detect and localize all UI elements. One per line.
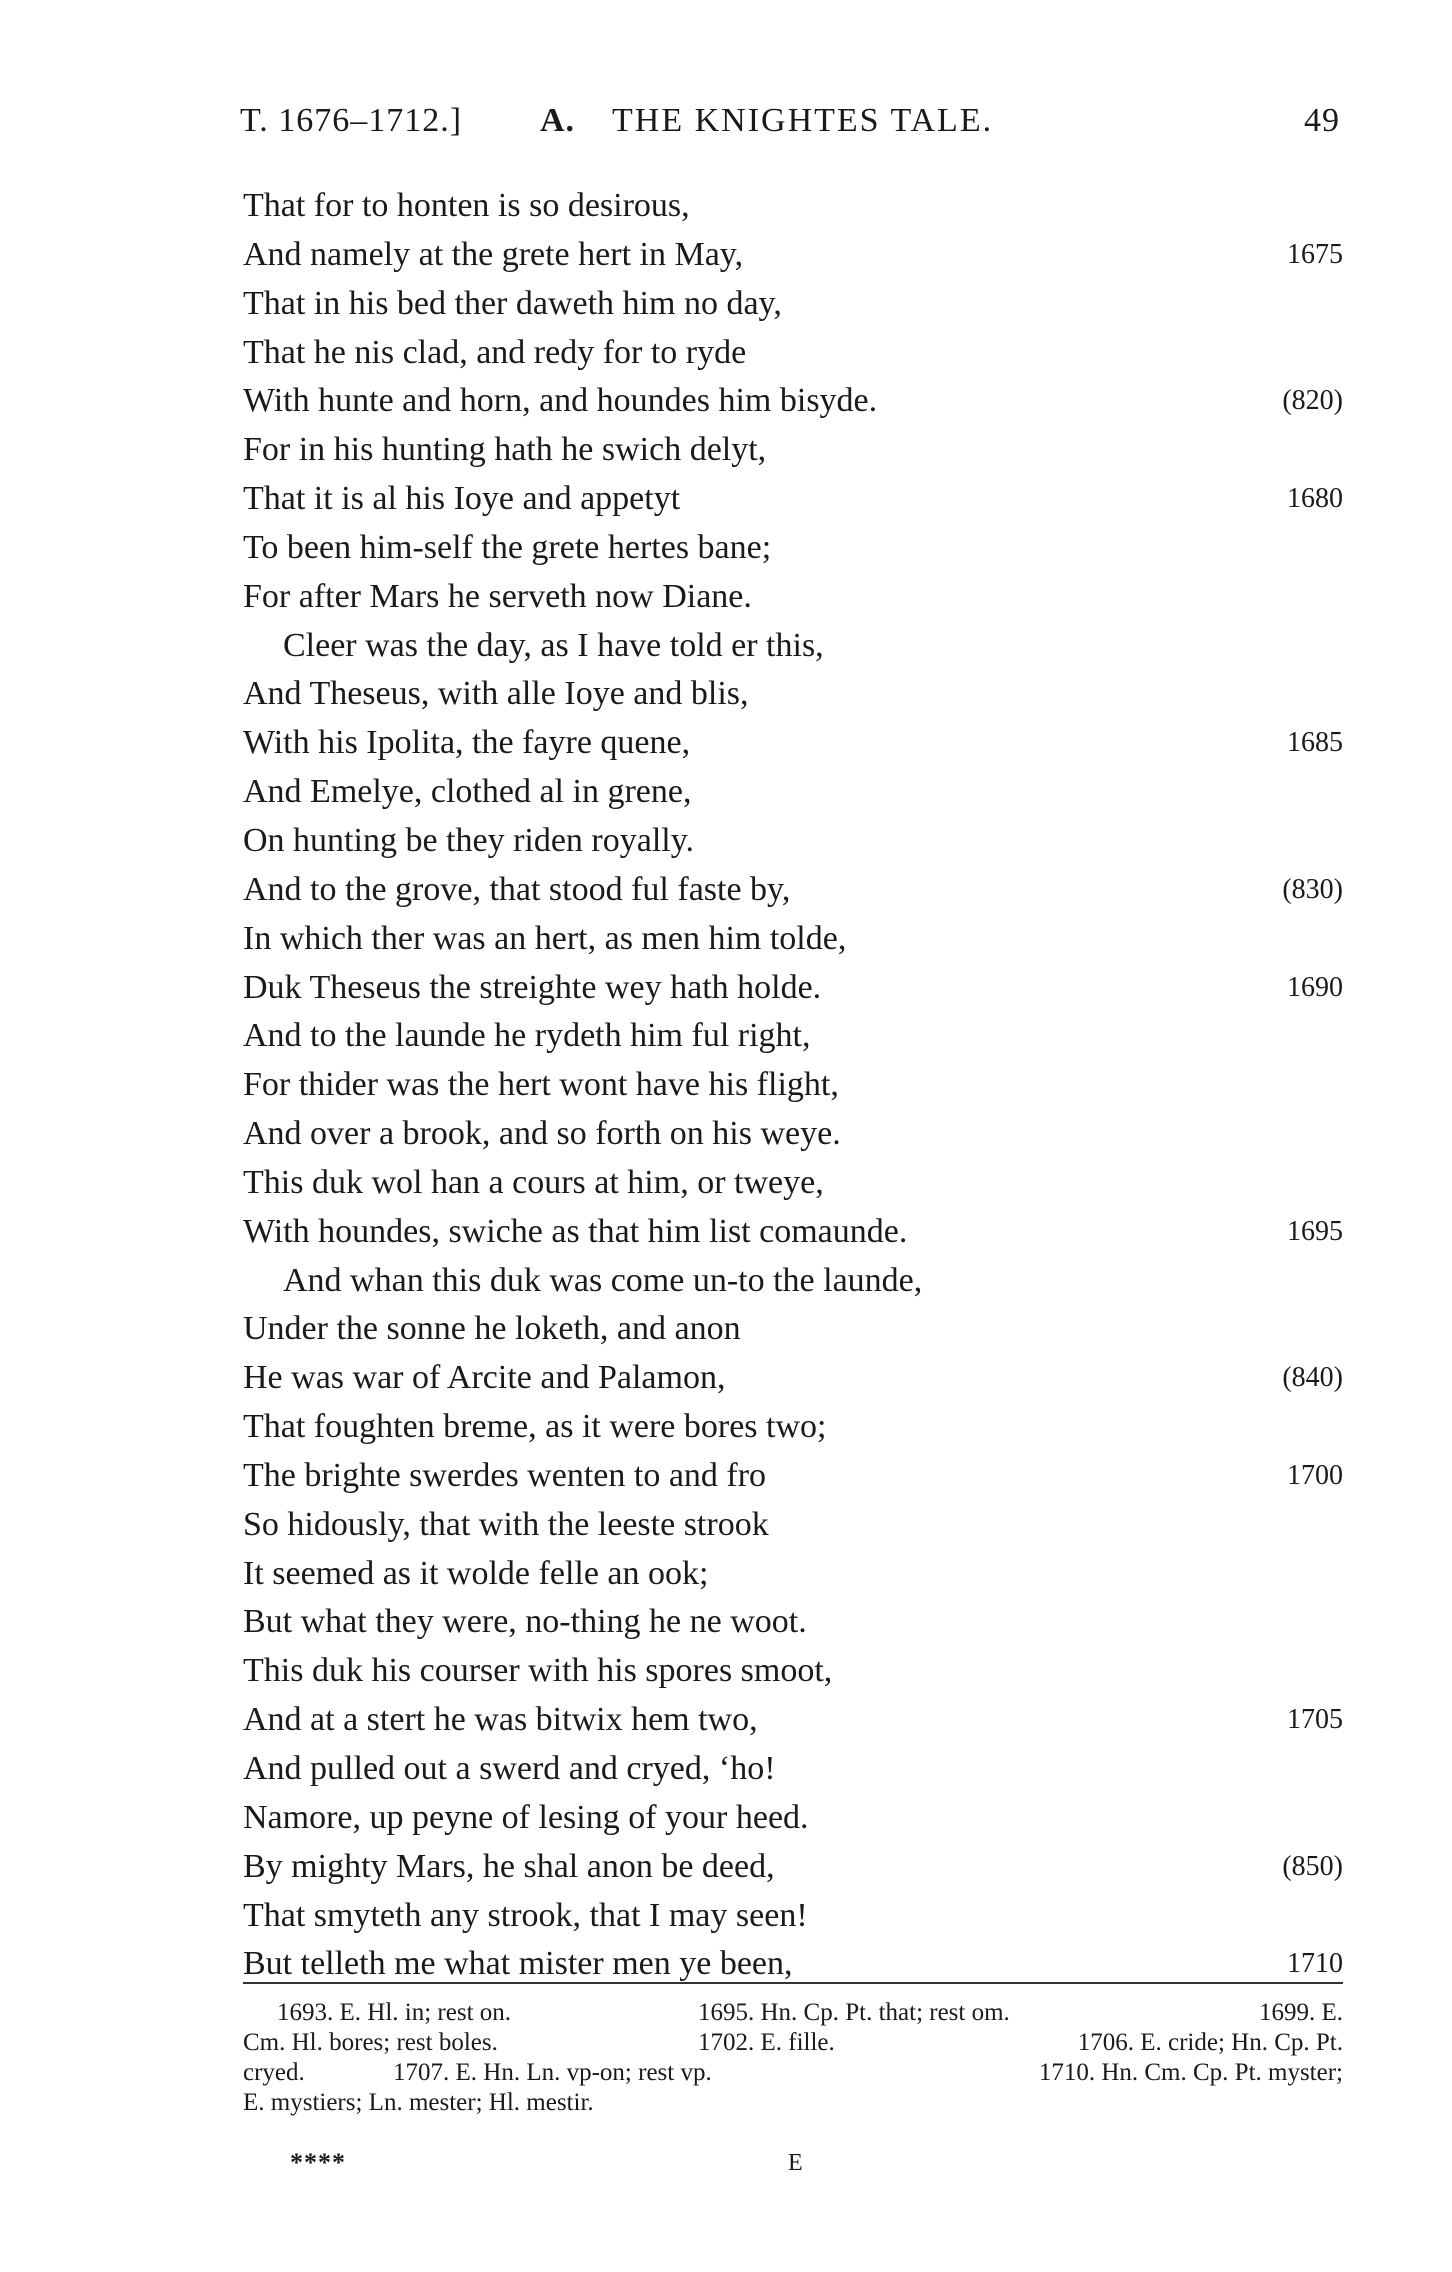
verse-line — [243, 622, 1343, 671]
verse-text: With houndes, swiche as that him list comaunde. — [243, 1212, 908, 1250]
footnote-entry: cryed. — [243, 2059, 305, 2086]
verse-line — [243, 475, 1343, 524]
verse-text: That foughten breme, as it were bores two; — [243, 1408, 827, 1446]
line-number: (820) — [1282, 385, 1343, 417]
verse-line — [243, 1305, 1343, 1354]
line-number: 1695 — [1287, 1215, 1343, 1247]
verse-line — [243, 1843, 1343, 1892]
page-number: 49 — [1304, 102, 1340, 139]
verse-line — [243, 1012, 1343, 1061]
verse-line — [243, 1208, 1343, 1257]
verse-line — [243, 524, 1343, 573]
footnote-line — [243, 2088, 1343, 2118]
printer-signature: **** — [290, 2148, 346, 2177]
verse-line — [243, 915, 1343, 964]
header-title: THE KNIGHTES TALE. — [612, 102, 994, 139]
verse-text: That he nis clad, and redy for to ryde — [243, 333, 747, 371]
verse-text: And over a brook, and so forth on his weye. — [243, 1115, 841, 1153]
line-number: (830) — [1282, 873, 1343, 905]
verse-text: The brighte swerdes wenten to and fro — [243, 1456, 767, 1494]
verse-text: And pulled out a swerd and cryed, ‘ho! — [243, 1750, 776, 1787]
verse-text: And at a stert he was bitwix hem two, — [243, 1701, 758, 1739]
verse-line — [243, 182, 1343, 231]
line-number: 1705 — [1287, 1704, 1343, 1736]
running-header — [240, 102, 1340, 146]
verse-text: In which ther was an hert, as men him tolde, — [243, 919, 847, 957]
verse-line — [243, 719, 1343, 768]
verse-line — [243, 1794, 1343, 1843]
verse-text: Namore, up peyne of lesing of your heed. — [243, 1798, 809, 1836]
verse-text: And to the grove, that stood ful faste by, — [243, 870, 791, 908]
verse-text: But what they were, no-thing he ne woot. — [243, 1603, 807, 1641]
line-number: 1690 — [1287, 971, 1343, 1003]
verse-line — [243, 964, 1343, 1013]
header-line-range: T. 1676–1712.] — [240, 102, 463, 139]
verse-line — [243, 866, 1343, 915]
signature-mark: E — [788, 2150, 803, 2176]
line-number: (850) — [1282, 1850, 1343, 1882]
line-number: 1700 — [1287, 1459, 1343, 1491]
verse-text: And namely at the grete hert in May, — [243, 235, 744, 273]
verse-text: To been him-self the grete hertes bane; — [243, 528, 772, 566]
verse-line — [243, 1403, 1343, 1452]
verse-text: With hunte and horn, and houndes him bisyde. — [243, 382, 878, 420]
verse-text: That smyteth any strook, that I may seen! — [243, 1896, 808, 1934]
verse-block — [243, 182, 1343, 1982]
verse-text: That for to honten is so desirous, — [243, 187, 690, 224]
verse-line — [243, 1892, 1343, 1941]
footnote-entry: 1707. E. Hn. Ln. vp-on; rest vp. — [393, 2059, 712, 2086]
verse-text: For in his hunting hath he swich delyt, — [243, 431, 767, 469]
verse-text: By mighty Mars, he shal anon be deed, — [243, 1847, 775, 1885]
verse-line — [243, 1647, 1343, 1696]
line-number: 1675 — [1287, 238, 1343, 270]
verse-line — [243, 1257, 1343, 1306]
footnote-entry: E. mystiers; Ln. mester; Hl. mestir. — [243, 2089, 594, 2116]
verse-text: For after Mars he serveth now Diane. — [243, 577, 752, 615]
footnote-entry: 1702. E. fille. — [698, 2029, 835, 2056]
verse-text: And whan this duk was come un-to the launde, — [283, 1261, 923, 1299]
verse-text: For thider was the hert wont have his flight, — [243, 1066, 839, 1104]
verse-line — [243, 670, 1343, 719]
footnote-entry: 1695. Hn. Cp. Pt. that; rest om. — [698, 1999, 1010, 2026]
verse-line — [243, 377, 1343, 426]
verse-text: And Emelye, clothed al in grene, — [243, 773, 692, 811]
line-number: 1680 — [1287, 483, 1343, 515]
footnote-entry: 1710. Hn. Cm. Cp. Pt. myster; — [1038, 2059, 1343, 2086]
verse-text: This duk his courser with his spores smoot, — [243, 1652, 833, 1690]
footnote-entry: Cm. Hl. bores; rest boles. — [243, 2029, 498, 2056]
verse-line — [243, 1696, 1343, 1745]
verse-text: That in his bed ther daweth him no day, — [243, 284, 782, 322]
verse-line — [243, 1061, 1343, 1110]
verse-text: Cleer was the day, as I have told er this, — [283, 626, 824, 664]
verse-text: And Theseus, with alle Ioye and blis, — [243, 675, 749, 713]
verse-text: And to the launde he rydeth him ful right, — [243, 1017, 811, 1055]
footnote-entry: 1693. E. Hl. in; rest on. — [277, 1999, 512, 2026]
verse-line — [243, 1745, 1343, 1794]
verse-line — [243, 573, 1343, 622]
verse-text: So hidously, that with the leeste strook — [243, 1505, 769, 1543]
verse-line — [243, 426, 1343, 475]
verse-text: With his Ipolita, the fayre quene, — [243, 724, 691, 762]
verse-line — [243, 1110, 1343, 1159]
verse-line — [243, 1501, 1343, 1550]
footnotes — [243, 1998, 1343, 2118]
verse-line — [243, 280, 1343, 329]
footnote-line — [243, 2058, 1343, 2088]
verse-text: That it is al his Ioye and appetyt — [243, 480, 681, 518]
line-number: (840) — [1282, 1362, 1343, 1394]
footnote-entry: 1706. E. cride; Hn. Cp. Pt. — [1077, 2029, 1343, 2056]
line-number: 1710 — [1287, 1948, 1343, 1980]
verse-text: But telleth me what mister men ye been, — [243, 1945, 793, 1983]
verse-line — [243, 817, 1343, 866]
verse-line — [243, 1550, 1343, 1599]
footnote-entry: 1699. E. — [1258, 1999, 1343, 2026]
verse-text: Duk Theseus the streighte wey hath holde. — [243, 968, 822, 1006]
footnote-line — [243, 2028, 1343, 2058]
verse-line — [243, 231, 1343, 280]
verse-text: It seemed as it wolde felle an ook; — [243, 1554, 709, 1592]
verse-line — [243, 768, 1343, 817]
footnote-line — [243, 1998, 1343, 2028]
verse-text: He was war of Arcite and Palamon, — [243, 1359, 726, 1397]
footnote-rule — [243, 1982, 1343, 1984]
verse-text: On hunting be they riden royally. — [243, 821, 695, 859]
header-section-letter: A. — [540, 102, 576, 139]
verse-text: Under the sonne he loketh, and anon — [243, 1310, 741, 1348]
verse-line — [243, 1452, 1343, 1501]
line-number: 1685 — [1287, 727, 1343, 759]
verse-line — [243, 1598, 1343, 1647]
verse-text: This duk wol han a cours at him, or tweye, — [243, 1163, 824, 1201]
verse-line — [243, 329, 1343, 378]
verse-line — [243, 1354, 1343, 1403]
verse-line — [243, 1159, 1343, 1208]
